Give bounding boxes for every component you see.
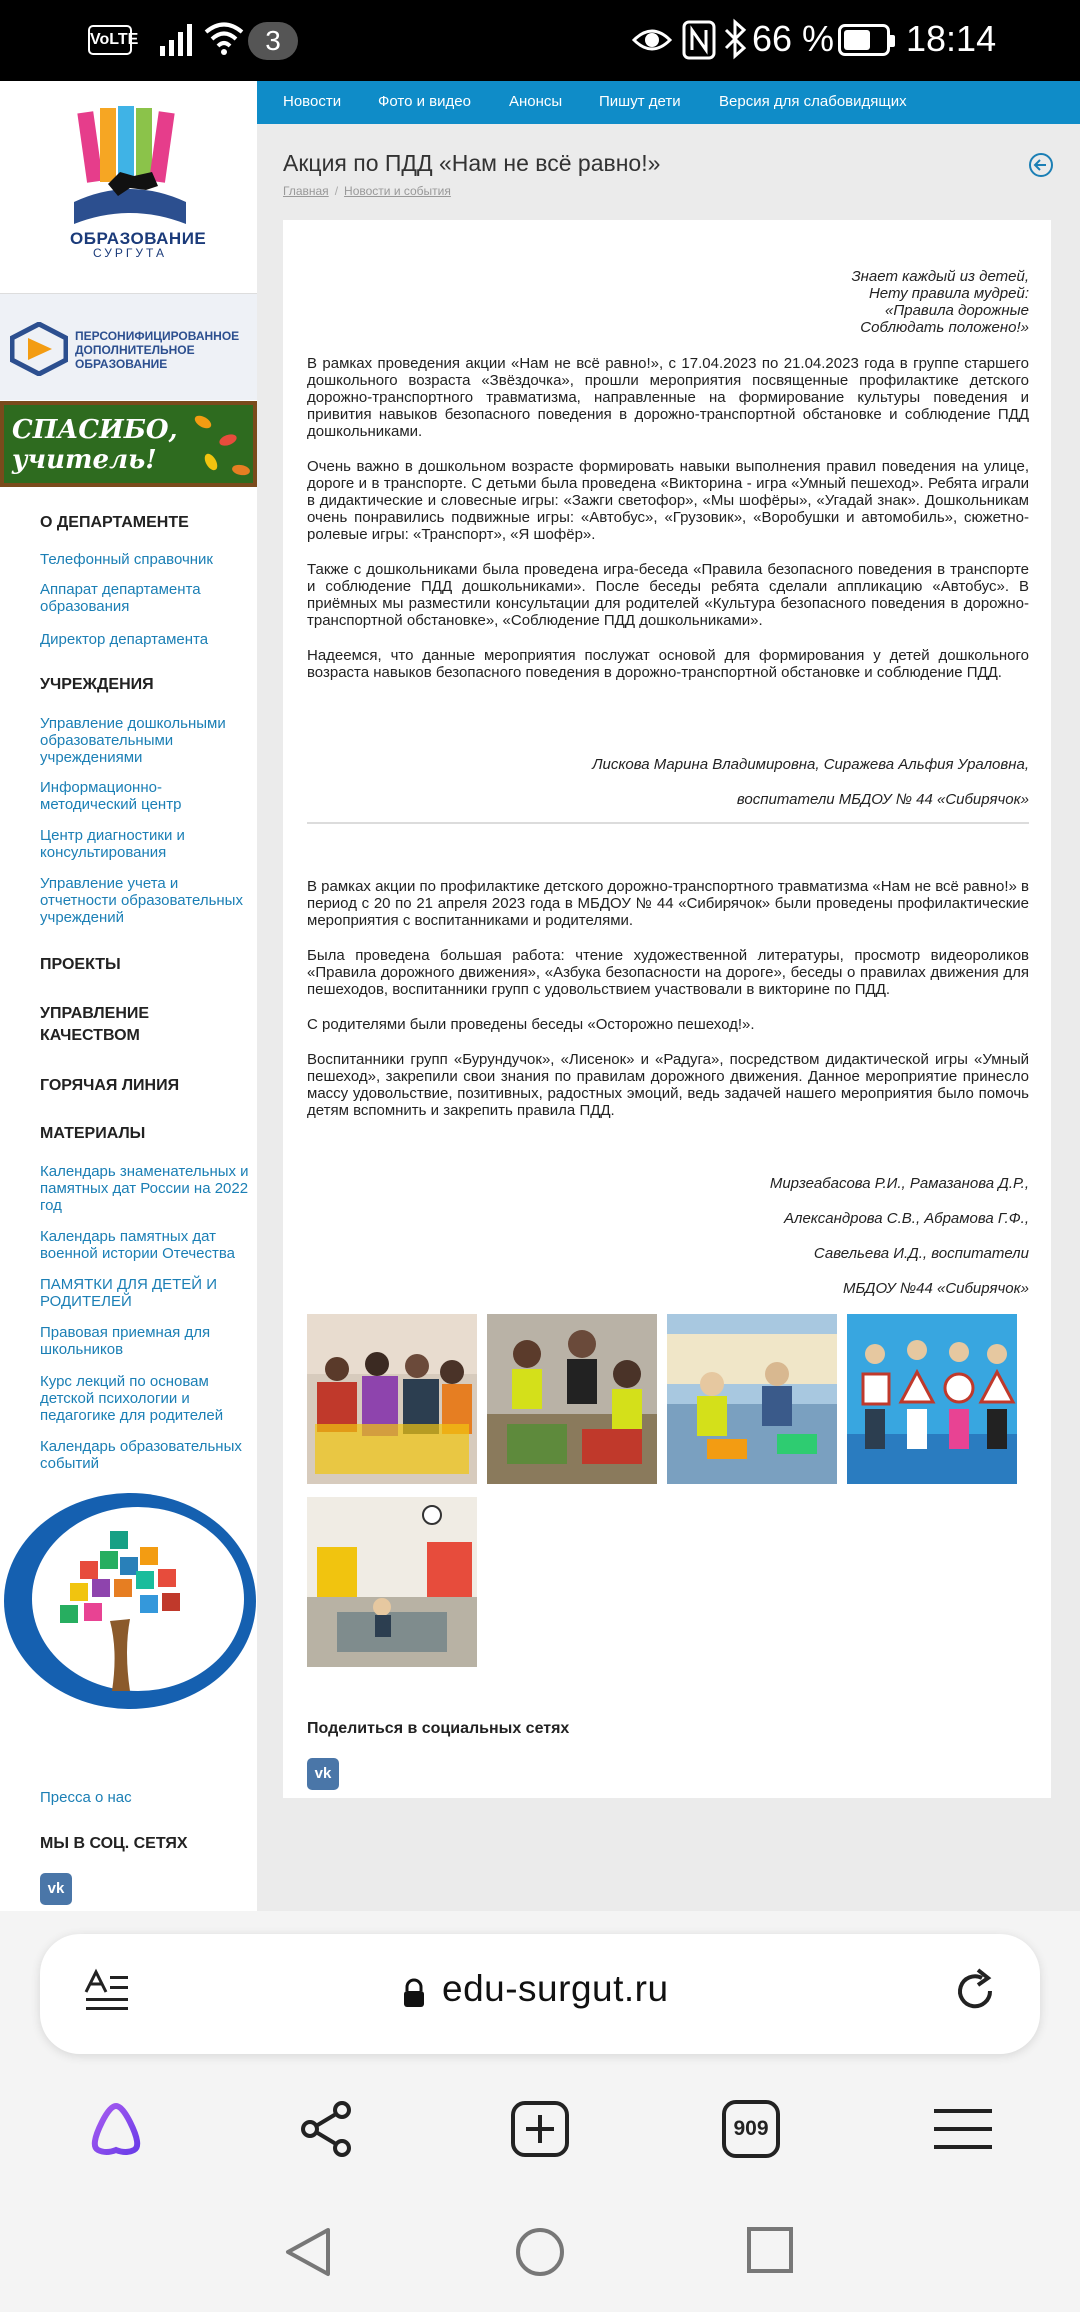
nav-announcements[interactable]: Анонсы <box>509 93 563 110</box>
divider <box>307 822 1029 824</box>
sidebar-link-apparatus[interactable]: Аппарат департамента образования <box>40 581 201 615</box>
signature-line: Александрова С.В., Абрамова Г.Ф., <box>784 1210 1029 1227</box>
sidebar-link-events-calendar[interactable]: Календарь образовательных событий <box>40 1438 242 1472</box>
sidebar-link-legal[interactable]: Правовая приемная для школьников <box>40 1324 211 1358</box>
article-paragraph: В рамках проведения акции «Нам не всё равно!», с 17.04.2023 по 21.04.2023 года в группе старшего дошкольного возраста «Звёздочка», прошли мероприятия посвященные профилактике детского дорожно-транспортного травматизма, направленные на формирование культуры поведения и привития навыков безопасного поведения в дорожно-транспортной обстановке и соблюдение ПДД дошкольниками. <box>307 355 1029 440</box>
signature-org: воспитатели МБДОУ № 44 «Сибирячок» <box>736 791 1029 808</box>
gallery-photo[interactable] <box>847 1314 1017 1484</box>
leaf-icon <box>193 413 214 431</box>
nav-back-icon[interactable] <box>284 2226 332 2278</box>
article-paragraph: Очень важно в дошкольном возрасте формировать навыки выполнения правил поведения на улице, дороге и в транспорте. С детьми была проведена «Викторина - игра «Умный пешеход». Ребята играли в дидактические и словесные игры: «Зажги светофор», «Мы шофёры», «Угадай знак». Дошкольникам очень понравились подвижные игры: «Автобус», «Грузовик», «Воробушки и автомобиль», сюжетно-ролевые игры: «Транспорт», «Я шофёр». <box>307 458 1029 543</box>
thanks-teacher-banner[interactable] <box>0 401 257 487</box>
nav-recents-icon[interactable] <box>746 2226 794 2274</box>
sidebar-link-diagnostics[interactable]: Центр диагностики и консультирования <box>40 827 185 861</box>
new-tab-icon[interactable] <box>510 2100 570 2158</box>
sidebar-link-press[interactable]: Пресса о нас <box>40 1789 132 1806</box>
battery-icon <box>838 24 890 56</box>
tabs-counter-button[interactable]: 909 <box>722 2100 780 2158</box>
clock: 18:14 <box>906 18 997 59</box>
signal-icon <box>158 22 196 58</box>
sidebar-link-memorable-dates[interactable]: Календарь знаменательных и памятных дат России на 2022 год <box>40 1163 249 1214</box>
signature-authors: Лискова Марина Владимировна, Сиражева Альфия Ураловна, <box>592 756 1029 773</box>
sidebar-head-materials[interactable]: МАТЕРИАЛЫ <box>40 1125 146 1142</box>
sidebar-link-imc[interactable]: Информационно-методический центр <box>40 779 182 813</box>
leaf-icon <box>231 464 250 477</box>
sidebar-link-accounting[interactable]: Управление учета и отчетности образовательных учреждений <box>40 875 243 926</box>
sidebar-head-institutions[interactable]: УЧРЕЖДЕНИЯ <box>40 676 154 693</box>
pdo-logo-icon <box>10 322 68 376</box>
signature-line: Мирзеабасова Р.И., Рамазанова Д.Р., <box>769 1175 1029 1192</box>
sidebar-link-memos[interactable]: ПАМЯТКИ ДЛЯ ДЕТЕЙ И РОДИТЕЛЕЙ <box>40 1276 218 1310</box>
sidebar <box>0 81 257 1911</box>
volte-indicator: VoLTE <box>88 25 132 55</box>
leaf-icon <box>202 452 220 473</box>
breadcrumb-news[interactable]: Новости и события <box>344 184 451 198</box>
nfc-icon <box>682 20 716 60</box>
thanks-teacher-text: СПАСИБО, учитель! <box>12 415 178 475</box>
sidebar-head-hotline[interactable]: ГОРЯЧАЯ ЛИНИЯ <box>40 1077 180 1094</box>
nav-photo-video[interactable]: Фото и видео <box>378 93 471 110</box>
bluetooth-icon <box>722 18 748 60</box>
article-paragraph: Воспитанники групп «Бурундучок», «Лисенок» и «Радуга», посредством дидактической игры «Умный пешеход», закрепили свои знания по правилам дорожного движения. Данное мероприятие принесло массу удовольствие, позитивных, радостных эмоций, ведь задачей нашего мероприятия было помочь детям вспомнить и закрепить правила ПДД. <box>307 1051 1029 1119</box>
eye-icon <box>632 22 672 58</box>
article-paragraph: Была проведена большая работа: чтение художественной литературы, просмотр видеороликов «Правила дорожного движения», «Азбука безопасности на дороге», беседы о правилах движения для пешеходов, воспитанники групп с удовольствием участвовали в викторине по ПДД. <box>307 947 1029 998</box>
battery-percent: 66 % <box>752 18 835 59</box>
nav-home-icon[interactable] <box>514 2226 566 2278</box>
logo-title: ОБРАЗОВАНИЕ <box>70 229 207 248</box>
gallery-photo[interactable] <box>487 1314 657 1484</box>
sidebar-link-phonebook[interactable]: Телефонный справочник <box>40 551 213 568</box>
share-title: Поделиться в социальных сетях <box>307 1720 570 1737</box>
breadcrumb <box>283 184 451 198</box>
wifi-icon <box>203 20 245 58</box>
sidebar-link-military-history[interactable]: Календарь памятных дат военной истории Отечества <box>40 1228 236 1262</box>
vk-icon[interactable]: vk <box>40 1873 72 1905</box>
sidebar-head-projects[interactable]: ПРОЕКТЫ <box>40 956 121 973</box>
notification-count-badge: 3 <box>248 22 298 60</box>
menu-icon[interactable] <box>932 2106 994 2152</box>
nav-kids-write[interactable]: Пишут дети <box>599 93 681 110</box>
alice-icon[interactable] <box>86 2100 146 2158</box>
signature-line: МБДОУ №44 «Сибирячок» <box>842 1280 1029 1297</box>
share-icon[interactable] <box>298 2100 356 2158</box>
page-title: Акция по ПДД «Нам не всё равно!» <box>283 150 661 176</box>
sidebar-head-quality[interactable]: УПРАВЛЕНИЕ КАЧЕСТВОМ <box>40 1005 150 1044</box>
nav-accessible-version[interactable]: Версия для слабовидящих <box>719 93 907 110</box>
epigraph-poem: Знает каждый из детей, Нету правила мудрей: «Правила дорожные Соблюдать положено!» <box>851 268 1029 336</box>
leaf-icon <box>218 432 238 448</box>
breadcrumb-home[interactable]: Главная <box>283 184 329 198</box>
article-paragraph: В рамках акции по профилактике детского дорожно-транспортного травматизма «Нам не всё равно!» в период с 20 по 21 апреля 2023 года в МБДОУ № 44 «Сибирячок» были проведены профилактические мероприятия с воспитанниками и родителями. <box>307 878 1029 929</box>
top-nav <box>257 81 1080 124</box>
article-paragraph: С родителями были проведены беседы «Осторожно пешеход!». <box>307 1016 755 1033</box>
sidebar-head-department[interactable]: О ДЕПАРТАМЕНТЕ <box>40 514 189 531</box>
article-paragraph: Также с дошкольниками была проведена игра-беседа «Правила безопасного поведения в транспорте и соблюдение ПДД дошкольниками». После беседы ребята сделали аппликацию «Автобус». В приёмных мы разместили консультации для родителей «Культура безопасного поведения в дорожно-транспортной обстановке», «Соблюдение ПДД дошкольниками». <box>307 561 1029 629</box>
tree-puzzle-logo-icon[interactable] <box>0 1491 257 1716</box>
signature-line: Савельева И.Д., воспитатели <box>813 1245 1029 1262</box>
pdo-banner-text: ПЕРСОНИФИЦИРОВАННОЕ ДОПОЛНИТЕЛЬНОЕ ОБРАЗОВАНИЕ <box>75 329 240 371</box>
pdo-banner[interactable] <box>0 293 257 400</box>
status-bar <box>0 0 1080 81</box>
article-paragraph: Надеемся, что данные мероприятия послужат основой для формирования у детей дошкольного возраста навыков безопасного поведения в дорожно-транспортной обстановке и соблюдение ПДД. <box>307 647 1029 681</box>
back-arrow-icon[interactable] <box>1028 152 1054 178</box>
breadcrumb-separator: / <box>334 184 339 198</box>
logo-subtitle: СУРГУТА <box>93 246 167 260</box>
vk-share-icon[interactable]: vk <box>307 1758 339 1790</box>
url-text[interactable]: edu-surgut.ru <box>442 1968 669 2009</box>
sidebar-link-director[interactable]: Директор департамента <box>40 631 209 648</box>
nav-news[interactable]: Новости <box>283 93 342 110</box>
gallery-photo[interactable] <box>667 1314 837 1484</box>
gallery-photo[interactable] <box>307 1314 477 1484</box>
gallery-photo[interactable] <box>307 1497 477 1667</box>
sidebar-head-social: МЫ В СОЦ. СЕТЯХ <box>40 1835 188 1852</box>
reader-mode-icon[interactable] <box>84 1968 130 2014</box>
article-content <box>283 220 1051 1798</box>
sidebar-link-lectures[interactable]: Курс лекций по основам детской психологии и педагогике для родителей <box>40 1373 224 1424</box>
sidebar-link-preschool[interactable]: Управление дошкольными образовательными учреждениями <box>40 715 226 766</box>
lock-icon <box>402 1978 426 2008</box>
reload-icon[interactable] <box>952 1968 998 2014</box>
